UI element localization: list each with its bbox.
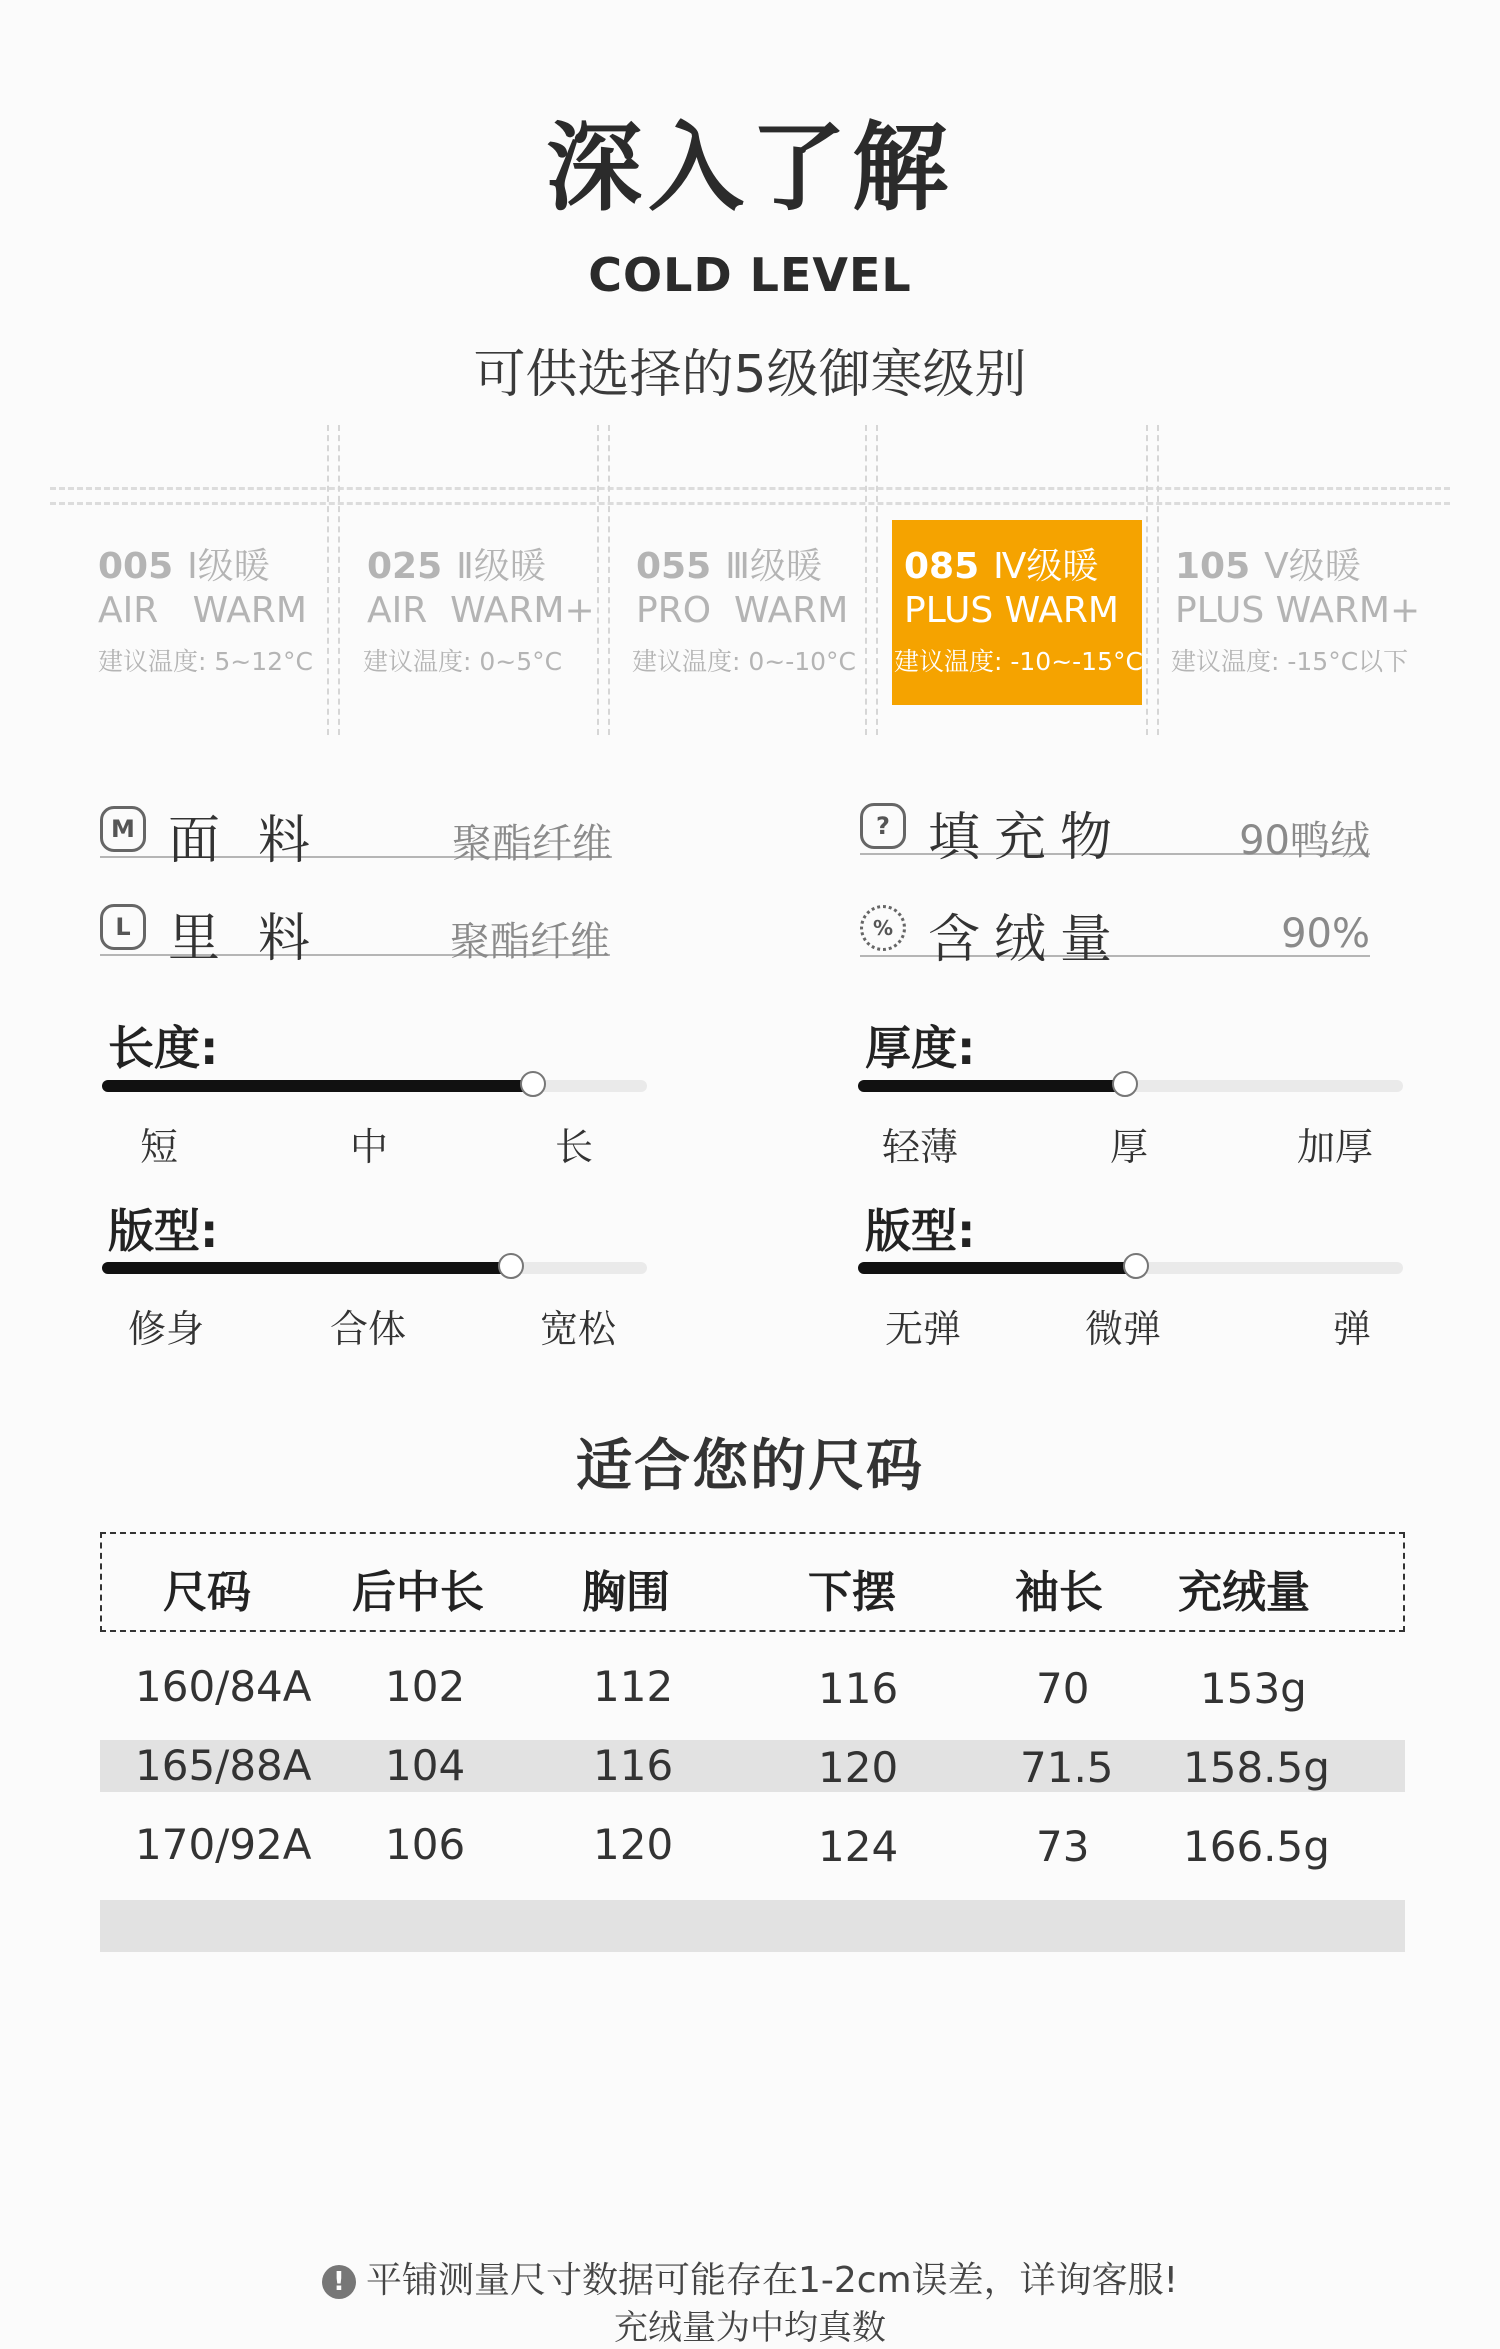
stretch-slider-fill [858, 1262, 1136, 1274]
material-label: 含绒量 [928, 910, 1127, 970]
measurement-note-text: 平铺测量尺寸数据可能存在1-2cm误差，详询客服! [365, 2260, 1179, 2301]
level-grade: Ⅳ级暖 [993, 546, 1099, 587]
material-value: 90鸭绒 [1239, 818, 1370, 864]
stretch-slider-track [858, 1262, 1403, 1274]
level-divider [338, 425, 340, 735]
level-divider [1157, 425, 1159, 735]
level-code: 085 [904, 546, 980, 587]
table-cell: 104 [385, 1741, 466, 1790]
table-cell: 112 [593, 1662, 674, 1711]
table-cell: 106 [385, 1820, 466, 1869]
stretch-slider-knob [1123, 1253, 1149, 1279]
level-divider [1146, 425, 1148, 735]
thickness-slider-knob [1112, 1071, 1138, 1097]
thickness-tick-thin: 轻薄 [882, 1125, 959, 1169]
level-code: 005 [98, 546, 174, 587]
level-name: PLUS WARM [904, 590, 1119, 631]
material-outer [100, 798, 612, 871]
level-card-025 [355, 520, 605, 705]
table-cell: 124 [818, 1822, 899, 1871]
col-header-chest: 胸围 [582, 1567, 670, 1618]
table-cell: 73 [1036, 1822, 1090, 1871]
material-filling [860, 795, 1370, 868]
table-cell: 158.5g [1183, 1743, 1330, 1792]
level-name: PLUS WARM+ [1175, 590, 1421, 631]
level-divider [876, 425, 878, 735]
table-cell: 120 [818, 1743, 899, 1792]
level-grade: Ⅰ级暖 [187, 546, 270, 587]
level-name: AIR WARM [98, 590, 307, 631]
col-header-size: 尺码 [163, 1567, 251, 1618]
col-header-hem: 下摆 [808, 1567, 896, 1618]
level-grade: Ⅴ级暖 [1264, 546, 1361, 587]
fit-tick-loose: 宽松 [540, 1307, 617, 1351]
table-cell: 116 [593, 1741, 674, 1790]
material-label: 里料 [168, 909, 349, 969]
length-slider-track [102, 1080, 647, 1092]
level-grade: Ⅲ级暖 [725, 546, 822, 587]
thickness-slider-fill [858, 1080, 1125, 1092]
stretch-tick-slight: 微弹 [1085, 1307, 1162, 1351]
length-slider-fill [102, 1080, 533, 1092]
exclamation-icon: ! [322, 2265, 356, 2299]
level-grid-line-top [50, 487, 1450, 490]
level-card-055 [624, 520, 874, 705]
fit-slider-knob [498, 1253, 524, 1279]
material-value: 90% [1281, 911, 1370, 957]
level-card-005 [86, 520, 336, 705]
question-badge-icon: ? [860, 803, 906, 849]
table-cell: 170/92A [135, 1820, 312, 1869]
level-name: PRO WARM [636, 590, 849, 631]
page-title: 深入了解 [546, 112, 954, 224]
m-badge-icon: M [100, 806, 146, 852]
thickness-slider-track [858, 1080, 1403, 1092]
table-cell: 166.5g [1183, 1822, 1330, 1871]
table-cell: 71.5 [1020, 1743, 1114, 1792]
fit-slider-track [102, 1262, 647, 1274]
stretch-tick-none: 无弹 [885, 1307, 962, 1351]
fill-note: 充绒量为中均真数 [614, 2308, 886, 2348]
material-value: 聚酯纤维 [450, 919, 610, 965]
measurement-note [0, 2252, 1500, 2303]
material-label: 面料 [168, 811, 349, 871]
cold-level-subheading: 可供选择的5级御寒级别 [473, 345, 1027, 405]
level-divider [608, 425, 610, 735]
length-tick-long: 长 [555, 1125, 594, 1169]
thickness-tick-thick: 厚 [1110, 1125, 1149, 1169]
thickness-tick-extra-thick: 加厚 [1297, 1125, 1374, 1169]
fit-tick-slim: 修身 [128, 1307, 205, 1351]
table-cell: 153g [1200, 1664, 1307, 1713]
col-header-sleeve: 袖长 [1015, 1567, 1103, 1618]
fit-slider-fill [102, 1262, 511, 1274]
stretch-tick-stretch: 弹 [1333, 1307, 1372, 1351]
material-label: 填充物 [928, 808, 1127, 868]
length-tick-medium: 中 [350, 1125, 389, 1169]
level-grade: Ⅱ级暖 [456, 546, 546, 587]
level-code: 055 [636, 546, 712, 587]
percent-circle-icon: % [860, 905, 906, 951]
size-table-title: 适合您的尺码 [576, 1434, 924, 1499]
table-row-stripe-empty [100, 1900, 1405, 1952]
length-slider-knob [520, 1071, 546, 1097]
level-temp: 建议温度: 5~12°C [98, 647, 313, 676]
level-temp: 建议温度: 0~5°C [363, 647, 563, 676]
length-tick-short: 短 [140, 1125, 179, 1169]
material-lining [100, 896, 610, 969]
table-cell: 102 [385, 1662, 466, 1711]
level-name: AIR WARM+ [367, 590, 595, 631]
fit-slider-title: 版型: [108, 1204, 219, 1258]
thickness-slider-title: 厚度: [865, 1021, 976, 1075]
level-card-085-active [892, 520, 1142, 705]
level-temp: 建议温度: 0~-10°C [632, 647, 857, 676]
table-cell: 120 [593, 1820, 674, 1869]
table-cell: 70 [1036, 1664, 1090, 1713]
level-card-105 [1163, 520, 1421, 705]
level-grid-line-bottom [50, 502, 1450, 505]
stretch-slider-title: 版型: [865, 1204, 976, 1258]
col-header-back-length: 后中长 [352, 1567, 484, 1618]
l-badge-icon: L [100, 904, 146, 950]
level-code: 105 [1175, 546, 1251, 587]
fit-tick-regular: 合体 [330, 1307, 407, 1351]
level-temp: 建议温度: -10~-15°C [894, 647, 1143, 676]
level-code: 025 [367, 546, 443, 587]
col-header-fill-weight: 充绒量 [1178, 1567, 1310, 1618]
length-slider-title: 长度: [108, 1021, 219, 1075]
table-cell: 160/84A [135, 1662, 312, 1711]
material-down-content [860, 897, 1370, 970]
table-cell: 116 [818, 1664, 899, 1713]
table-cell: 165/88A [135, 1741, 312, 1790]
material-value: 聚酯纤维 [452, 821, 612, 867]
level-temp: 建议温度: -15°C以下 [1171, 647, 1409, 676]
cold-level-heading: COLD LEVEL [588, 248, 912, 302]
